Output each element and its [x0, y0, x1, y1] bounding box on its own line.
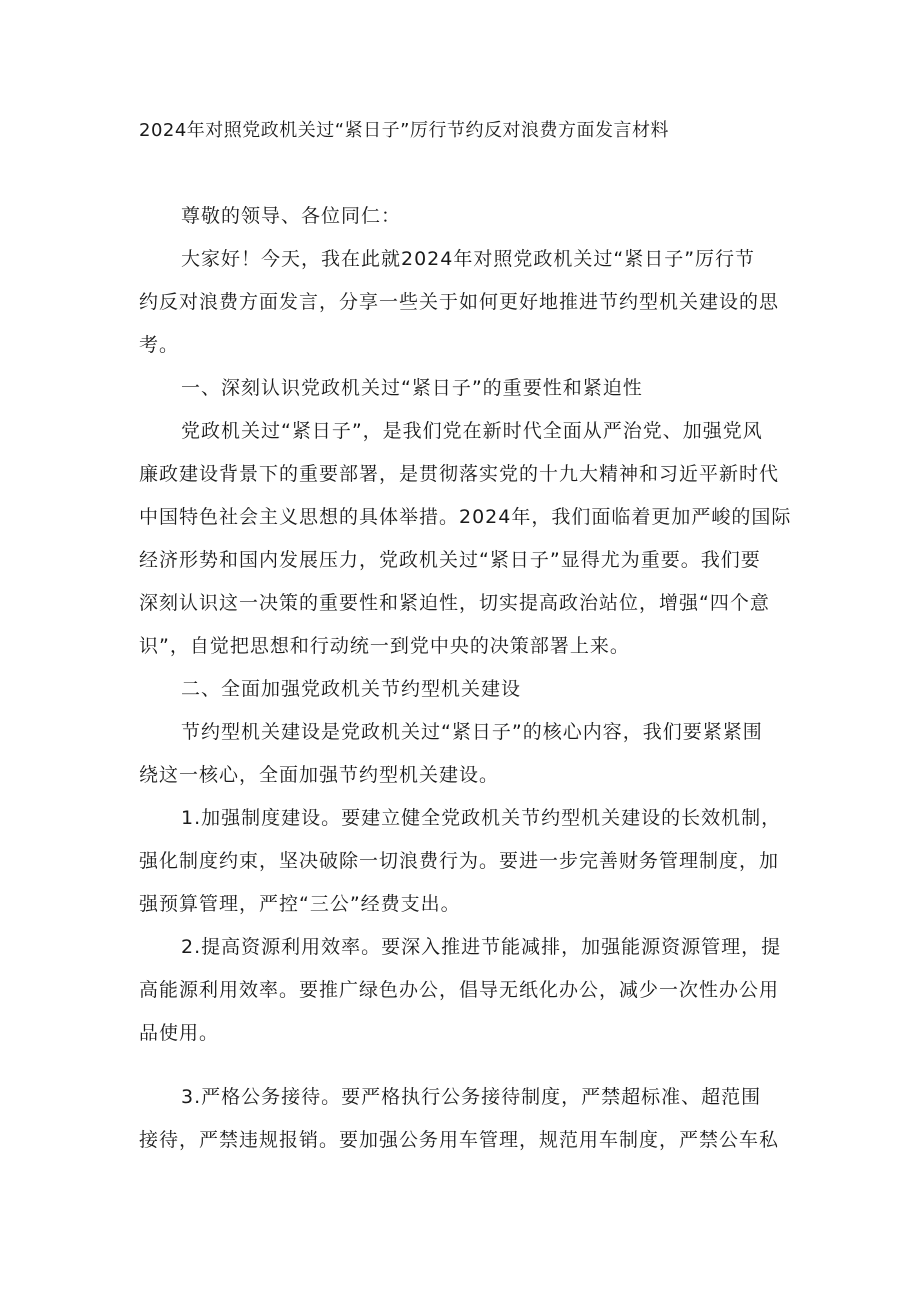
- list-item-2: 2.提高资源利用效率。要深入推进节能减排，加强能源资源管理，提: [181, 936, 782, 958]
- paragraph-line: 党政机关过“紧日子”，是我们党在新时代全面从严治党、加强党风: [181, 420, 763, 442]
- section-heading-1: 一、深刻认识党政机关过“紧日子”的重要性和紧迫性: [181, 377, 643, 399]
- paragraph-line: 品使用。: [139, 1022, 220, 1044]
- paragraph-line: 识”，自觉把思想和行动统一到党中央的决策部署上来。: [139, 635, 630, 657]
- list-item-1: 1.加强制度建设。要建立健全党政机关节约型机关建设的长效机制，: [181, 807, 782, 829]
- paragraph-line: 深刻认识这一决策的重要性和紧迫性，切实提高政治站位，增强“四个意: [139, 592, 770, 614]
- paragraph-line: 考。: [139, 334, 180, 356]
- paragraph-line: 绕这一核心，全面加强节约型机关建设。: [139, 764, 500, 786]
- paragraph-line: 高能源利用效率。要推广绿色办公，倡导无纸化办公，减少一次性办公用: [139, 979, 780, 1001]
- document-title: 2024年对照党政机关过“紧日子”厉行节约反对浪费方面发言材料: [139, 120, 669, 141]
- section-heading-2: 二、全面加强党政机关节约型机关建设: [181, 678, 522, 700]
- paragraph-line: 接待，严禁违规报销。要加强公务用车管理，规范用车制度，严禁公车私: [139, 1129, 780, 1151]
- paragraph-line: 强预算管理，严控“三公”经费支出。: [139, 893, 461, 915]
- paragraph-line: 中国特色社会主义思想的具体举措。2024年，我们面临着更加严峻的国际: [139, 506, 792, 528]
- paragraph-line: 节约型机关建设是党政机关过“紧日子”的核心内容，我们要紧紧围: [181, 721, 763, 743]
- list-item-3: 3.严格公务接待。要严格执行公务接待制度，严禁超标准、超范围: [181, 1086, 762, 1108]
- salutation: 尊敬的领导、各位同仁：: [181, 205, 402, 227]
- paragraph-line: 经济形势和国内发展压力，党政机关过“紧日子”显得尤为重要。我们要: [139, 549, 761, 571]
- paragraph-line: 约反对浪费方面发言，分享一些关于如何更好地推进节约型机关建设的思: [139, 291, 780, 313]
- paragraph-line: 大家好！今天，我在此就2024年对照党政机关过“紧日子”厉行节: [181, 248, 756, 270]
- paragraph-line: 廉政建设背景下的重要部署，是贯彻落实党的十九大精神和习近平新时代: [139, 463, 780, 485]
- paragraph-line: 强化制度约束，坚决破除一切浪费行为。要进一步完善财务管理制度，加: [139, 850, 780, 872]
